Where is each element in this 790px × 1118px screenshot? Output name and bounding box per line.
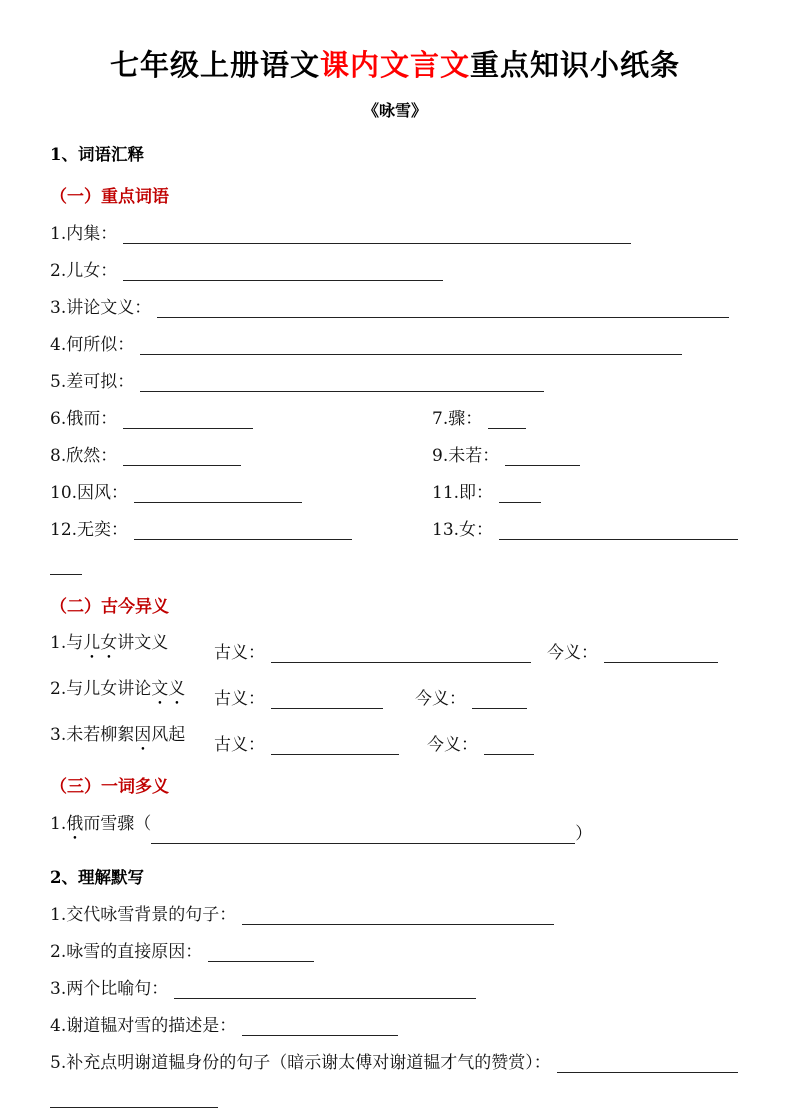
word-item-10 — [50, 483, 432, 503]
emphasized-chars: 儿女 — [83, 633, 118, 653]
phrase-label: 1.与儿女讲文义 — [50, 633, 169, 653]
item-label: 9.未若： — [432, 446, 500, 466]
item-label: 2.咏雪的直接原因： — [50, 942, 203, 962]
ancient-label: 古义： — [214, 643, 265, 663]
item-label: 10.因风： — [50, 483, 129, 503]
blank-line — [123, 449, 241, 466]
blank-line — [604, 646, 718, 663]
blank-line — [123, 227, 631, 244]
item-label: 11.即： — [432, 483, 494, 503]
blank-line — [140, 375, 544, 392]
modern-label: 今义： — [415, 689, 466, 709]
modern-label: 今义： — [427, 735, 478, 755]
subsection-keywords-heading: （一）重点词语 — [50, 187, 169, 207]
item-label: 4.何所似： — [50, 335, 135, 355]
title-part-black2: 重点知识小纸条 — [470, 48, 681, 82]
emphasized-chars: 因 — [134, 725, 152, 745]
word-item-13 — [432, 520, 740, 540]
word-item-9 — [432, 446, 740, 466]
blank-line — [134, 486, 302, 503]
ancient-modern-row-1 — [50, 633, 740, 663]
item-label: 5.补充点明谢道韫身份的句子（暗示谢太傅对谢道韫才气的赞赏）： — [50, 1053, 551, 1073]
title-part-red: 课内文言文 — [319, 48, 470, 82]
item-label: 5.差可拟： — [50, 372, 135, 392]
item-label: 3.讲论文义： — [50, 298, 152, 318]
word-item-13-wrap — [50, 558, 740, 575]
item-label: 2.儿女： — [50, 261, 118, 281]
blank-line — [271, 646, 531, 663]
blank-line — [499, 523, 738, 540]
word-item-5 — [50, 372, 740, 392]
modern-label: 今义： — [547, 643, 598, 663]
blank-line — [123, 412, 253, 429]
item-label: 8.欣然： — [50, 446, 118, 466]
blank-line — [271, 738, 399, 755]
word-item-8 — [50, 446, 432, 466]
phrase-label: 3.未若柳絮因风起 — [50, 725, 186, 745]
ancient-label: 古义： — [214, 689, 265, 709]
item-label: 4.谢道韫对雪的描述是： — [50, 1016, 237, 1036]
section-dictation-heading: 2、理解默写 — [50, 868, 144, 887]
page-title — [50, 46, 740, 84]
ancient-modern-row-2 — [50, 679, 740, 709]
word-item-4 — [50, 335, 740, 355]
blank-line — [499, 486, 541, 503]
phrase-label: 1.俄而雪骤（ — [50, 814, 152, 834]
blank-line — [488, 412, 526, 429]
polysemy-row-1 — [50, 814, 740, 844]
dictation-item-5 — [50, 1053, 740, 1073]
word-item-3 — [50, 298, 740, 318]
blank-line — [157, 301, 729, 318]
word-item-row-8-9 — [50, 446, 740, 466]
ancient-label: 古义： — [214, 735, 265, 755]
blank-line — [505, 449, 580, 466]
dictation-item-4 — [50, 1016, 740, 1036]
blank-line — [151, 827, 575, 844]
item-label: 12.无奕： — [50, 520, 129, 540]
item-label: 7.骤： — [432, 409, 483, 429]
closing-paren: ） — [575, 824, 593, 844]
emphasized-chars: 俄 — [66, 814, 84, 834]
blank-line — [484, 738, 534, 755]
ancient-modern-row-3 — [50, 725, 740, 755]
word-item-6 — [50, 409, 432, 429]
dictation-item-1 — [50, 905, 740, 925]
item-label: 6.俄而： — [50, 409, 118, 429]
section-words-heading: 1、词语汇释 — [50, 145, 144, 164]
word-item-1 — [50, 224, 740, 244]
blank-line — [208, 945, 314, 962]
blank-line — [242, 908, 554, 925]
item-label: 3.两个比喻句： — [50, 979, 169, 999]
dictation-item-2 — [50, 942, 740, 962]
dictation-item-5-wrap — [50, 1091, 740, 1108]
item-label: 1.内集： — [50, 224, 118, 244]
item-label: 1.交代咏雪背景的句子： — [50, 905, 237, 925]
word-item-7 — [432, 409, 740, 429]
blank-line — [50, 558, 82, 575]
word-item-2 — [50, 261, 740, 281]
word-item-11 — [432, 483, 740, 503]
subsection-polysemy-heading: （三）一词多义 — [50, 777, 169, 797]
word-item-row-6-7 — [50, 409, 740, 429]
word-item-12 — [50, 520, 432, 540]
blank-line — [557, 1056, 738, 1073]
blank-line — [174, 982, 476, 999]
blank-line — [140, 338, 682, 355]
blank-line — [134, 523, 352, 540]
subsection-ancient-modern-heading: （二）古今异义 — [50, 597, 169, 617]
blank-line — [472, 692, 527, 709]
item-label: 13.女： — [432, 520, 494, 540]
dictation-item-3 — [50, 979, 740, 999]
phrase-label: 2.与儿女讲论文义 — [50, 679, 186, 699]
blank-line — [242, 1019, 398, 1036]
blank-line — [50, 1091, 218, 1108]
blank-line — [271, 692, 383, 709]
title-part-black1: 七年级上册语文 — [109, 48, 320, 82]
emphasized-chars: 文义 — [151, 679, 186, 699]
word-item-row-10-11 — [50, 483, 740, 503]
word-item-row-12-13 — [50, 520, 740, 540]
lesson-subtitle: 《咏雪》 — [362, 101, 427, 120]
blank-line — [123, 264, 443, 281]
